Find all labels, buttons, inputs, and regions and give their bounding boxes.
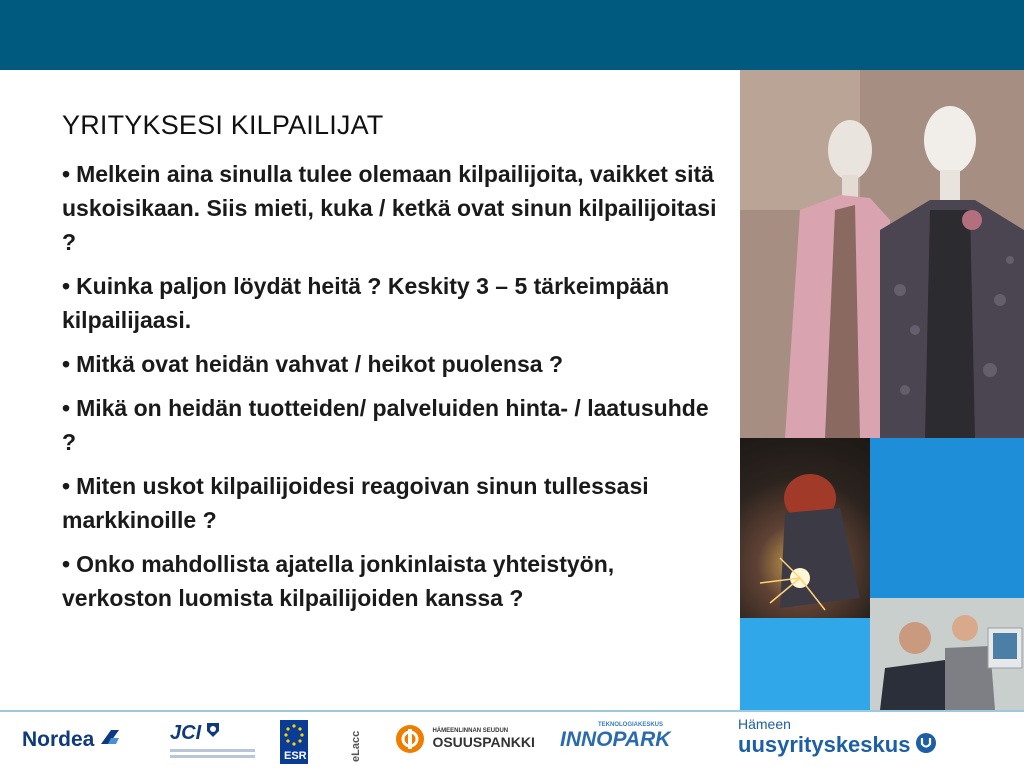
esr-logo	[280, 720, 308, 769]
bullet-item	[62, 269, 722, 337]
bullet-dot: •	[62, 395, 71, 421]
mannequins-illustration	[740, 70, 1024, 438]
hameen-text: Hämeen	[738, 716, 791, 732]
jci-shield-icon	[206, 722, 220, 738]
op-small-text: HÄMEENLINNAN SEUDUN	[432, 728, 509, 734]
nordea-logo	[22, 728, 121, 752]
sponsor-footer	[0, 710, 1024, 770]
osuuspankki-logo	[395, 724, 535, 754]
bullet-text: Miten uskot kilpailijoidesi reagoivan sinun tullessasi markkinoille ?	[62, 473, 649, 533]
top-banner	[0, 0, 1024, 70]
uusyrityskeskus-wordmark: uusyrityskeskus	[738, 732, 911, 757]
elacc-wordmark: eLacc	[350, 730, 362, 762]
bullet-text: Mikä on heidän tuotteiden/ palveluiden hinta- / laatusuhde ?	[62, 395, 709, 455]
bullet-item	[62, 157, 722, 259]
op-symbol-icon	[395, 724, 425, 754]
slide-body	[0, 70, 1024, 710]
innopark-logo	[560, 722, 670, 752]
bullet-text: Mitkä ovat heidän vahvat / heikot puolensa ?	[76, 351, 564, 377]
nordea-swoosh-icon	[99, 728, 121, 746]
welding-photo	[740, 438, 870, 618]
bullet-dot: •	[62, 273, 71, 299]
op-wordmark: OSUUSPANKKI	[432, 734, 535, 750]
bullet-dot: •	[62, 161, 71, 187]
u-circle-icon	[915, 732, 937, 754]
innopark-small-text: TEKNOLOGIAKESKUS	[598, 722, 664, 728]
jci-tagline-line	[170, 755, 255, 758]
bullet-item	[62, 391, 722, 459]
photo-collage	[740, 70, 1024, 710]
office-photo	[870, 598, 1024, 710]
innopark-wordmark: INNOPARK	[560, 728, 671, 751]
bullet-item	[62, 547, 722, 615]
op-text-block	[432, 728, 534, 750]
blue-block	[740, 618, 870, 710]
bullet-dot: •	[62, 551, 71, 577]
office-illustration	[870, 598, 1024, 710]
elacc-logo	[350, 720, 366, 764]
mannequins-photo	[740, 70, 1024, 438]
slide-content	[62, 110, 722, 625]
jci-tagline-line	[170, 749, 255, 752]
bullet-text: Onko mahdollista ajatella jonkinlaista yhteistyön, verkoston luomista kilpailijoiden kanssa ?	[62, 551, 615, 611]
bullet-dot: •	[62, 351, 71, 377]
bullet-text: Melkein aina sinulla tulee olemaan kilpailijoita, vaikket sitä uskoisikaan. Siis mieti, kuka / ketkä ovat sinun kilpailijoitasi ?	[62, 161, 717, 255]
nordea-wordmark: Nordea	[22, 728, 95, 751]
bullet-item	[62, 469, 722, 537]
slide-title: YRITYKSESI KILPAILIJAT	[62, 110, 384, 140]
jci-logo	[170, 722, 255, 758]
jci-wordmark: JCI	[170, 722, 202, 744]
welder-illustration	[740, 438, 870, 618]
esr-label: ESR	[284, 750, 307, 762]
uusyrityskeskus-logo	[738, 716, 937, 758]
bullet-text: Kuinka paljon löydät heitä ? Keskity 3 – 5 tärkeimpään kilpailijaasi.	[62, 273, 670, 333]
bullet-item	[62, 347, 722, 381]
bullet-dot: •	[62, 473, 71, 499]
